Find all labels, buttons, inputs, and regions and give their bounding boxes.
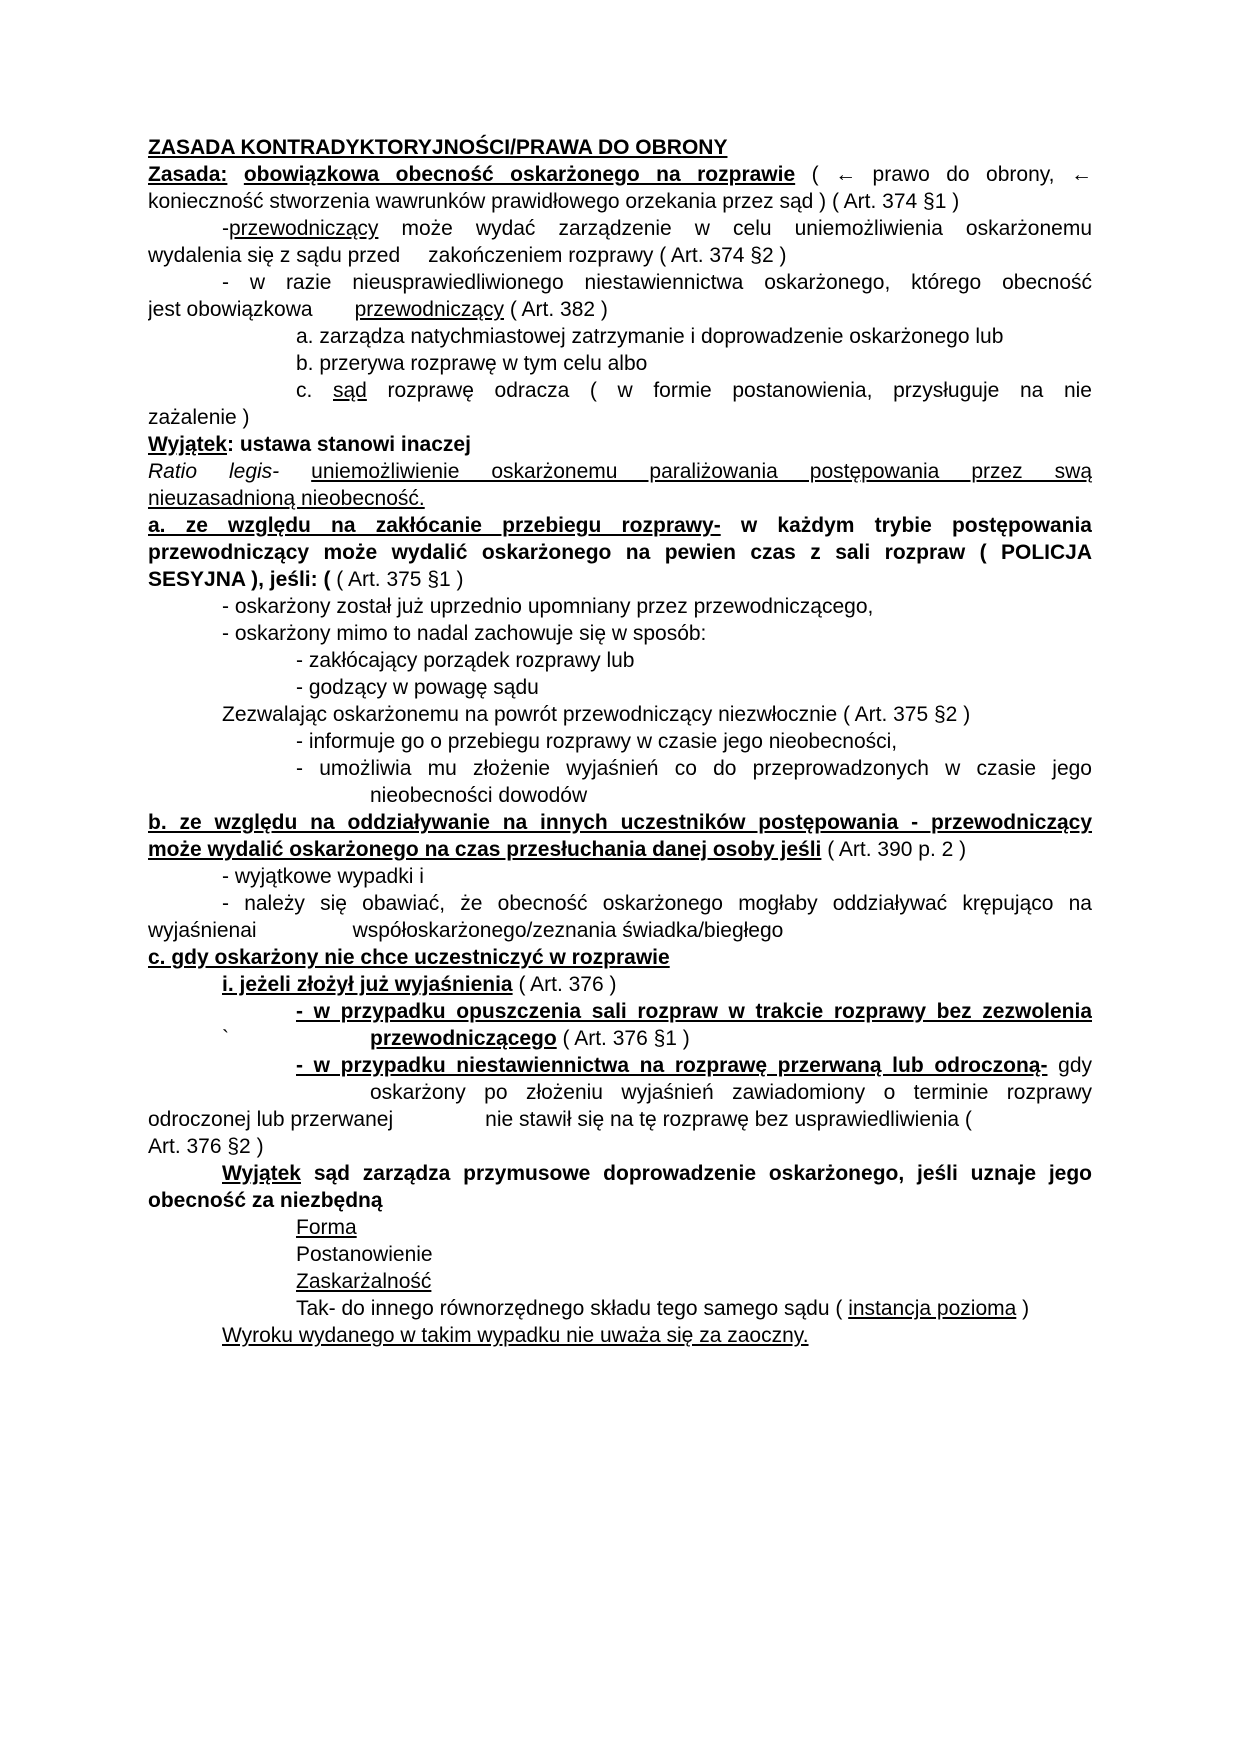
sec-b-text: może wydalić oskarżonego na czas przesłuchania danej osoby jeśli [148, 838, 822, 861]
sec-a-line-1 [148, 511, 1092, 541]
sec-c-p1b-art: ( Art. 376 §1 ) [562, 1027, 690, 1050]
abc-c-rest: rozprawę odracza ( w formie postanowienia, przysługuje na nie [387, 379, 1092, 402]
wyjatek2-line-2: obecność za niezbędną [148, 1189, 383, 1212]
sec-a-line-3 [148, 565, 1092, 595]
sec-c-p2-gdy: gdy [1058, 1054, 1092, 1077]
zasada-label: Zasada: [148, 163, 228, 186]
zasada-bold-text: obowiązkowa obecność oskarżonego na rozprawie [243, 163, 796, 186]
sec-b-art: ( Art. 390 p. 2 ) [827, 838, 967, 861]
sec-a-dash-2: - oskarżony mimo to nadal zachowuje się w sposób: [222, 622, 707, 645]
forma-value: Postanowienie [296, 1243, 433, 1266]
sec-c-title: c. gdy oskarżony nie chce uczestniczyć w rozprawie [148, 946, 670, 969]
sec-c-i-line [222, 970, 1092, 1000]
sec-a-umozliwia: - umożliwia mu złożenie wyjaśnień co do przeprowadzonych w czasie jego [296, 757, 1092, 780]
zasada-line-2: konieczność stworzenia wawrunków prawidłowego orzekania przez sąd ) ( Art. 374 §1 ) [148, 190, 960, 213]
abc-c [296, 376, 1092, 406]
razie-art: ( Art. 382 ) [509, 298, 608, 321]
sec-a-dash-3: - zakłócający porządek rozprawy lub [296, 649, 635, 672]
instancja-pozioma: instancja pozioma [848, 1297, 1017, 1320]
ratio-line-1 [148, 457, 1092, 487]
sec-a-informuje: - informuje go o przebiegu rozprawy w czasie jego nieobecności, [296, 730, 898, 753]
abc-c-line-2: zażalenie ) [148, 406, 250, 429]
zaskarzalnosc-label: Zaskarżalność [296, 1270, 432, 1293]
zarzadzenie-rest: może wydać zarządzenie w celu uniemożliwienia oskarżonemu [401, 217, 1092, 240]
sec-c-przewodniczacego: przewodniczącego [370, 1027, 557, 1050]
sec-a-umozliwia-2: nieobecności dowodów [370, 784, 588, 807]
zaskarzalnosc-value [296, 1294, 1092, 1324]
wyjatek-line [148, 430, 1092, 460]
sec-a-sesyjna: SESYJNA ), jeśli: ( [148, 568, 331, 591]
sec-a-dash-4: - godzący w powagę sądu [296, 676, 539, 699]
tak-end: ) [1022, 1297, 1030, 1320]
sec-c-p2 [296, 1051, 1092, 1081]
sec-c-p2-text: - w przypadku niestawiennictwa na rozprawę przerwaną lub odroczoną- [296, 1054, 1048, 1077]
final-sentence: Wyroku wydanego w takim wypadku nie uważa się za zaoczny. [222, 1324, 809, 1347]
sec-b-dash-2b [148, 916, 1092, 946]
sec-b-line-2 [148, 835, 1092, 865]
sec-b-wyjasnienai: wyjaśnienai [148, 919, 257, 942]
sec-b-wspoloskarzonego: współoskarżonego/zeznania świadka/biegłego [352, 919, 784, 942]
przewodniczacy-term: przewodniczący [229, 217, 379, 240]
ratio-text-1: uniemożliwienie oskarżonemu paraliżowania postępowania przez swą [311, 460, 1092, 483]
ratio-line-2: nieuzasadnioną nieobecność. [148, 487, 425, 510]
wyjatek2-rest: sąd zarządza przymusowe doprowadzenie oskarżonego, jeśli uznaje jego [313, 1162, 1092, 1185]
sec-c-i-text: i. jeżeli złożył już wyjaśnienia [222, 973, 513, 996]
wyjatek2-label: Wyjątek [222, 1162, 301, 1185]
dash: -przewodniczący [222, 217, 379, 240]
sec-c-p4b: nie stawił się na tę rozprawę bez usprawiedliwienia ( [485, 1108, 972, 1131]
razie-line-2 [148, 295, 1092, 325]
sec-c-p3: oskarżony po złożeniu wyjaśnień zawiadomiony o terminie rozprawy [370, 1081, 1092, 1104]
zasada-line-1 [148, 160, 1092, 190]
razie-l2a: jest obowiązkowa [148, 298, 313, 321]
sec-c-p5: Art. 376 §2 ) [148, 1135, 264, 1158]
zarzadzenie-l2b: zakończeniem rozprawy ( Art. 374 §2 ) [428, 244, 787, 267]
sec-a-line-2: przewodniczący może wydalić oskarżonego na pewien czas z sali rozpraw ( POLICJA [148, 541, 1092, 564]
sec-a-art: ( Art. 375 §1 ) [336, 568, 464, 591]
sec-c-tick: ` [222, 1027, 229, 1050]
abc-c-sad: sąd [333, 379, 367, 402]
document-title: ZASADA KONTRADYKTORYJNOŚCI/PRAWA DO OBRONY [148, 136, 728, 159]
sec-a-rest: w każdym trybie postępowania [740, 514, 1092, 537]
wyjatek-label: Wyjątek [148, 433, 227, 456]
sec-a-zezwalajac: Zezwalając oskarżonemu na powrót przewodniczący niezwłocznie ( Art. 375 §2 ) [222, 703, 971, 726]
sec-c-p4a: odroczonej lub przerwanej [148, 1108, 394, 1131]
abc-a: a. zarządza natychmiastowej zatrzymanie i doprowadzenie oskarżonego lub [296, 325, 1004, 348]
zarzadzenie-line-2 [148, 241, 1092, 271]
razie-line-1: - w razie nieusprawiedliwionego niestawiennictwa oskarżonego, którego obecność [222, 271, 1092, 294]
abc-b: b. przerywa rozprawę w tym celu albo [296, 352, 648, 375]
sec-a-dash-1: - oskarżony został już uprzednio upomniany przez przewodniczącego, [222, 595, 874, 618]
sec-b-line-1: b. ze względu na oddziaływanie na innych uczestników postępowania - przewodniczący [148, 811, 1092, 834]
zarzadzenie-line-1 [222, 214, 1092, 244]
sec-b-dash-1: - wyjątkowe wypadki i [222, 865, 424, 888]
sec-c-i-art: ( Art. 376 ) [518, 973, 617, 996]
tak-text: Tak- do innego równorzędnego składu tego samego sądu ( [296, 1297, 843, 1320]
forma-label: Forma [296, 1216, 357, 1239]
zasada-rest: ( ← prawo do obrony, ← [811, 163, 1092, 186]
ratio-label: Ratio legis- [148, 460, 280, 483]
sec-b-dash-2: - należy się obawiać, że obecność oskarżonego mogłaby oddziaływać krępująco na [222, 892, 1092, 915]
wyjatek2-line-1 [222, 1159, 1092, 1189]
wyjatek-rest: : ustawa stanowi inaczej [227, 433, 471, 456]
sec-c-p1b [370, 1024, 1092, 1054]
razie-przewodniczacy: przewodniczący [354, 298, 504, 321]
sec-a-heading: a. ze względu na zakłócanie przebiegu rozprawy- [148, 514, 721, 537]
sec-c-p4 [148, 1105, 1092, 1135]
sec-c-p1: - w przypadku opuszczenia sali rozpraw w trakcie rozprawy bez zezwolenia [296, 1000, 1092, 1023]
zarzadzenie-l2a: wydalenia się z sądu przed [148, 244, 401, 267]
abc-c-pre: c. [296, 379, 313, 402]
